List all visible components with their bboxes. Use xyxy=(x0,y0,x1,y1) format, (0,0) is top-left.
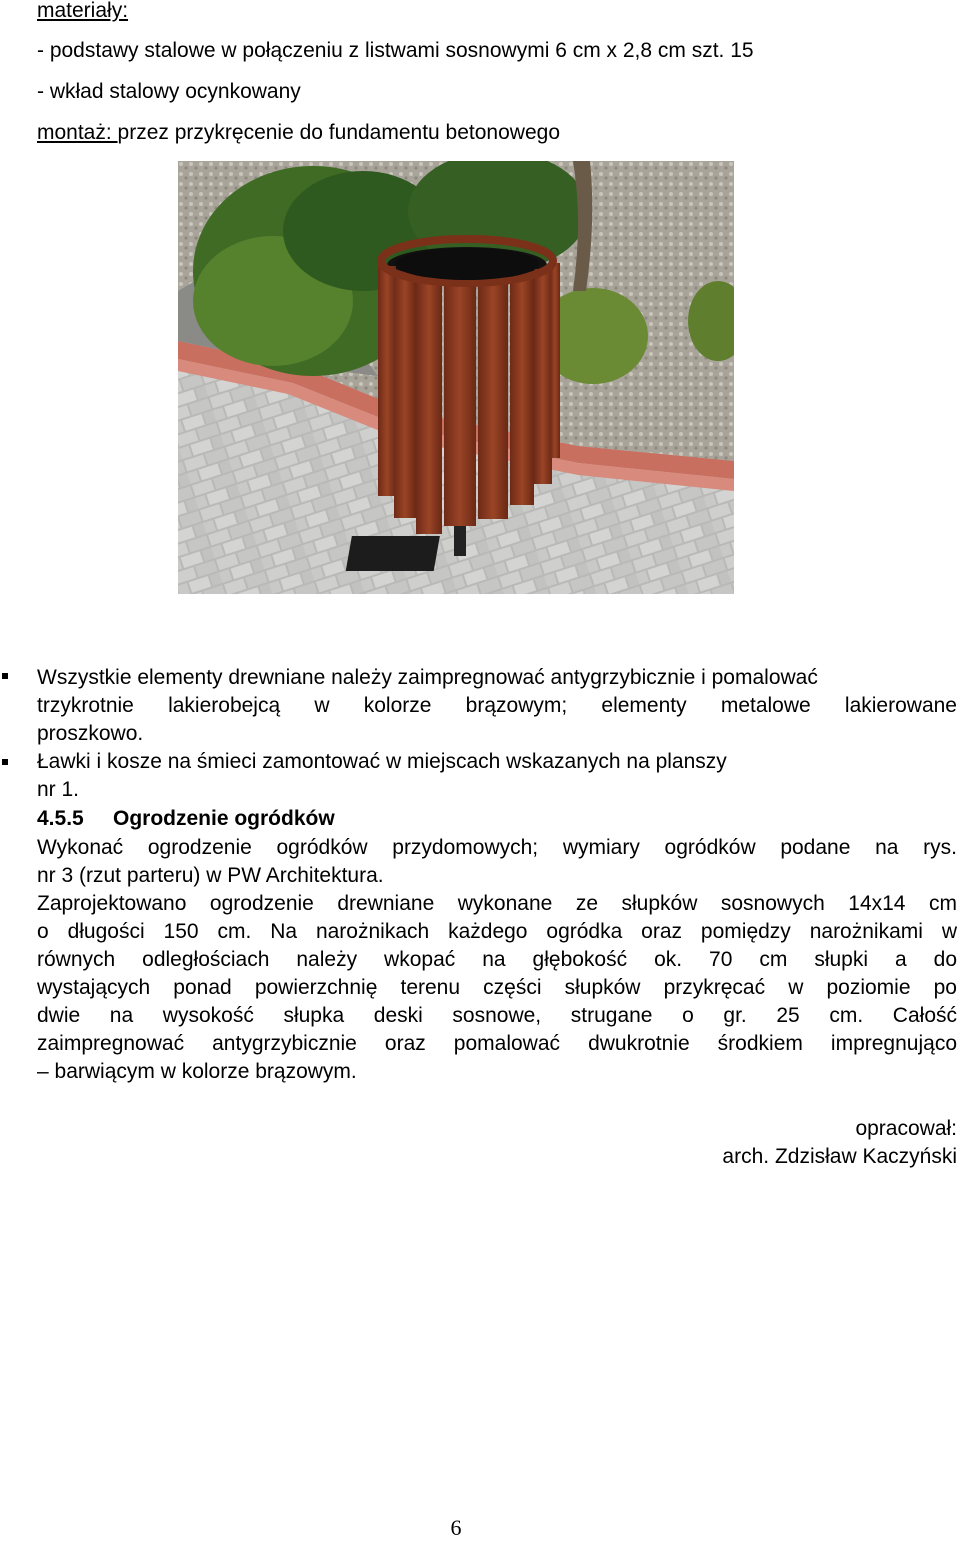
materials-item-1: - podstawy stalowe w połączeniu z listwami sosnowymi 6 cm x 2,8 cm szt. 15 xyxy=(37,39,754,62)
para-2-line-6: zaimpregnować antygrzybicznie oraz pomalować dwukrotnie środkiem impregnująco xyxy=(37,1032,957,1055)
section-number: 4.5.5 xyxy=(37,807,84,830)
para-2-line-5: dwie na wysokość słupka deski sosnowe, strugane o gr. 25 cm. Całość xyxy=(37,1004,957,1027)
materials-heading: materiały: xyxy=(37,0,129,22)
assembly-line xyxy=(37,119,560,147)
para-2-line-3: równych odległościach należy wkopać na głębokość ok. 70 cm słupki a do xyxy=(37,948,957,971)
page-number: 6 xyxy=(450,1515,462,1540)
bullet-2-line-2: nr 1. xyxy=(37,778,80,801)
para-2-line-7: – barwiącym w kolorze brązowym. xyxy=(37,1060,357,1083)
para-1-line-1: Wykonać ogrodzenie ogródków przydomowych; wymiary ogródków podane na rys. xyxy=(37,836,957,859)
para-1-line-2: nr 3 (rzut parteru) w PW Architektura. xyxy=(37,864,384,887)
litter-bin-photo xyxy=(178,161,734,594)
bullet-2-marker xyxy=(2,759,8,765)
assembly-text: przez przykręcenie do fundamentu betonowego xyxy=(117,121,560,144)
prepared-by-label: opracował: xyxy=(855,1117,957,1140)
bullet-1-line-3: proszkowo. xyxy=(37,722,144,745)
bullet-1-marker xyxy=(2,673,8,679)
bullet-2-line-1: Ławki i kosze na śmieci zamontować w miejscach wskazanych na planszy xyxy=(37,750,727,773)
para-2-line-2: o długości 150 cm. Na narożnikach każdego ogródka oraz pomiędzy narożnikami w xyxy=(37,920,957,943)
assembly-label: montaż: xyxy=(37,121,118,144)
para-2-line-1: Zaprojektowano ogrodzenie drewniane wykonane ze słupków sosnowych 14x14 cm xyxy=(37,892,957,915)
para-2-line-4: wystających ponad powierzchnię terenu części słupków przykręcać w poziomie po xyxy=(37,976,957,999)
section-heading xyxy=(37,805,335,833)
bin-slats xyxy=(378,263,560,534)
bullet-1-line-1: Wszystkie elementy drewniane należy zaimpregnować antygrzybicznie i pomalować xyxy=(37,666,818,689)
bullet-1-line-2: trzykrotnie lakierobejcą w kolorze brązowym; elementy metalowe lakierowane xyxy=(37,694,957,717)
materials-item-2: - wkład stalowy ocynkowany xyxy=(37,80,301,103)
section-title: Ogrodzenie ogródków xyxy=(113,807,335,830)
author-name: arch. Zdzisław Kaczyński xyxy=(722,1145,957,1168)
